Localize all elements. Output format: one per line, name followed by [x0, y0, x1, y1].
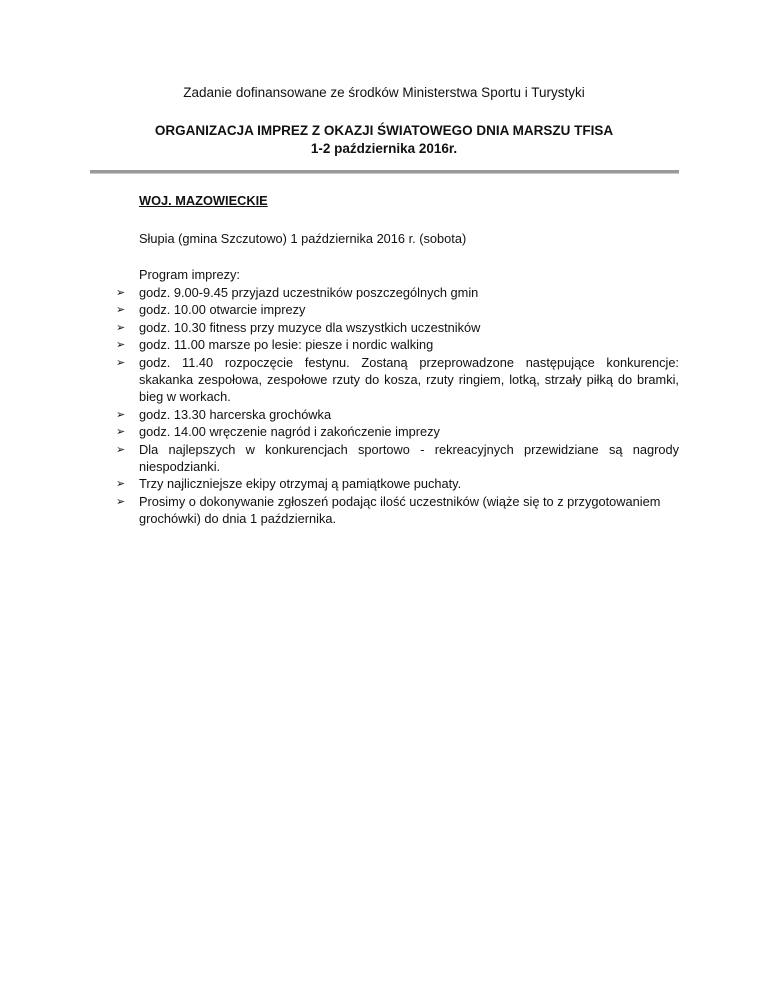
program-intro: Program imprezy: [139, 267, 240, 282]
arrowhead-bullet-icon: ➢ [116, 355, 126, 369]
program-item [116, 354, 679, 406]
horizontal-divider [90, 170, 679, 174]
arrowhead-bullet-icon: ➢ [116, 286, 126, 299]
title-line-2: 1-2 października 2016r. [310, 141, 458, 156]
program-item [116, 336, 679, 353]
program-item-text: Trzy najliczniejsze ekipy otrzymaj ą pamiątkowe puchaty. [139, 476, 462, 492]
program-item [116, 493, 679, 528]
funding-note: Zadanie dofinansowane ze środków Ministerstwa Sportu i Turystyki [183, 85, 585, 100]
arrowhead-bullet-icon: ➢ [116, 320, 126, 334]
arrowhead-bullet-icon: ➢ [116, 425, 126, 439]
program-item-text: godz. 14.00 wręczenie nagród i zakończenie imprezy [139, 424, 440, 440]
document-title [0, 122, 768, 158]
program-item-text: godz. 11.00 marsze po lesie: piesze i nordic walking [139, 337, 434, 353]
program-item-text: godz. 13.30 harcerska grochówka [139, 406, 332, 422]
arrowhead-bullet-icon: ➢ [116, 477, 126, 491]
program-item [116, 319, 679, 336]
program-item-text: godz. 9.00-9.45 przyjazd uczestników poszczególnych gmin [139, 285, 479, 300]
title-line-1: ORGANIZACJA IMPREZ Z OKAZJI ŚWIATOWEGO DNIA MARSZU TFISA [154, 123, 614, 138]
event-location: Słupia (gmina Szczutowo) 1 października 2016 r. (sobota) [139, 231, 467, 246]
arrowhead-bullet-icon: ➢ [116, 494, 126, 508]
program-item [116, 284, 679, 301]
arrowhead-bullet-icon: ➢ [116, 407, 126, 421]
program-item [116, 423, 679, 440]
program-item [116, 301, 679, 318]
arrowhead-bullet-icon: ➢ [116, 338, 126, 352]
program-item [116, 475, 679, 492]
program-item-text: Prosimy o dokonywanie zgłoszeń podając ilość uczestników (wiąże się to z przygotowaniem grochówki) do dnia 1 października. [139, 493, 661, 527]
program-item-text: godz. 10.00 otwarcie imprezy [139, 302, 306, 318]
program-item-text: Dla najlepszych w konkurencjach sportowo - rekreacyjnych przewidziane są nagrody niespodzianki. [139, 441, 679, 475]
arrowhead-bullet-icon: ➢ [116, 442, 126, 456]
arrowhead-bullet-icon: ➢ [116, 303, 126, 317]
program-item-text: godz. 10.30 fitness przy muzyce dla wszystkich uczestników [139, 319, 481, 335]
program-list [0, 284, 768, 528]
program-item [116, 441, 679, 476]
region-heading: WOJ. MAZOWIECKIE [139, 193, 268, 208]
program-item-text: godz. 11.40 rozpoczęcie festynu. Zostaną przeprowadzone następujące konkurencje: skakanka zespołowa, zespołowe rzuty do kosza, rzuty ringiem, lotką, strzały piłką do bramki, bieg w workach. [139, 354, 679, 405]
program-item [116, 406, 679, 423]
